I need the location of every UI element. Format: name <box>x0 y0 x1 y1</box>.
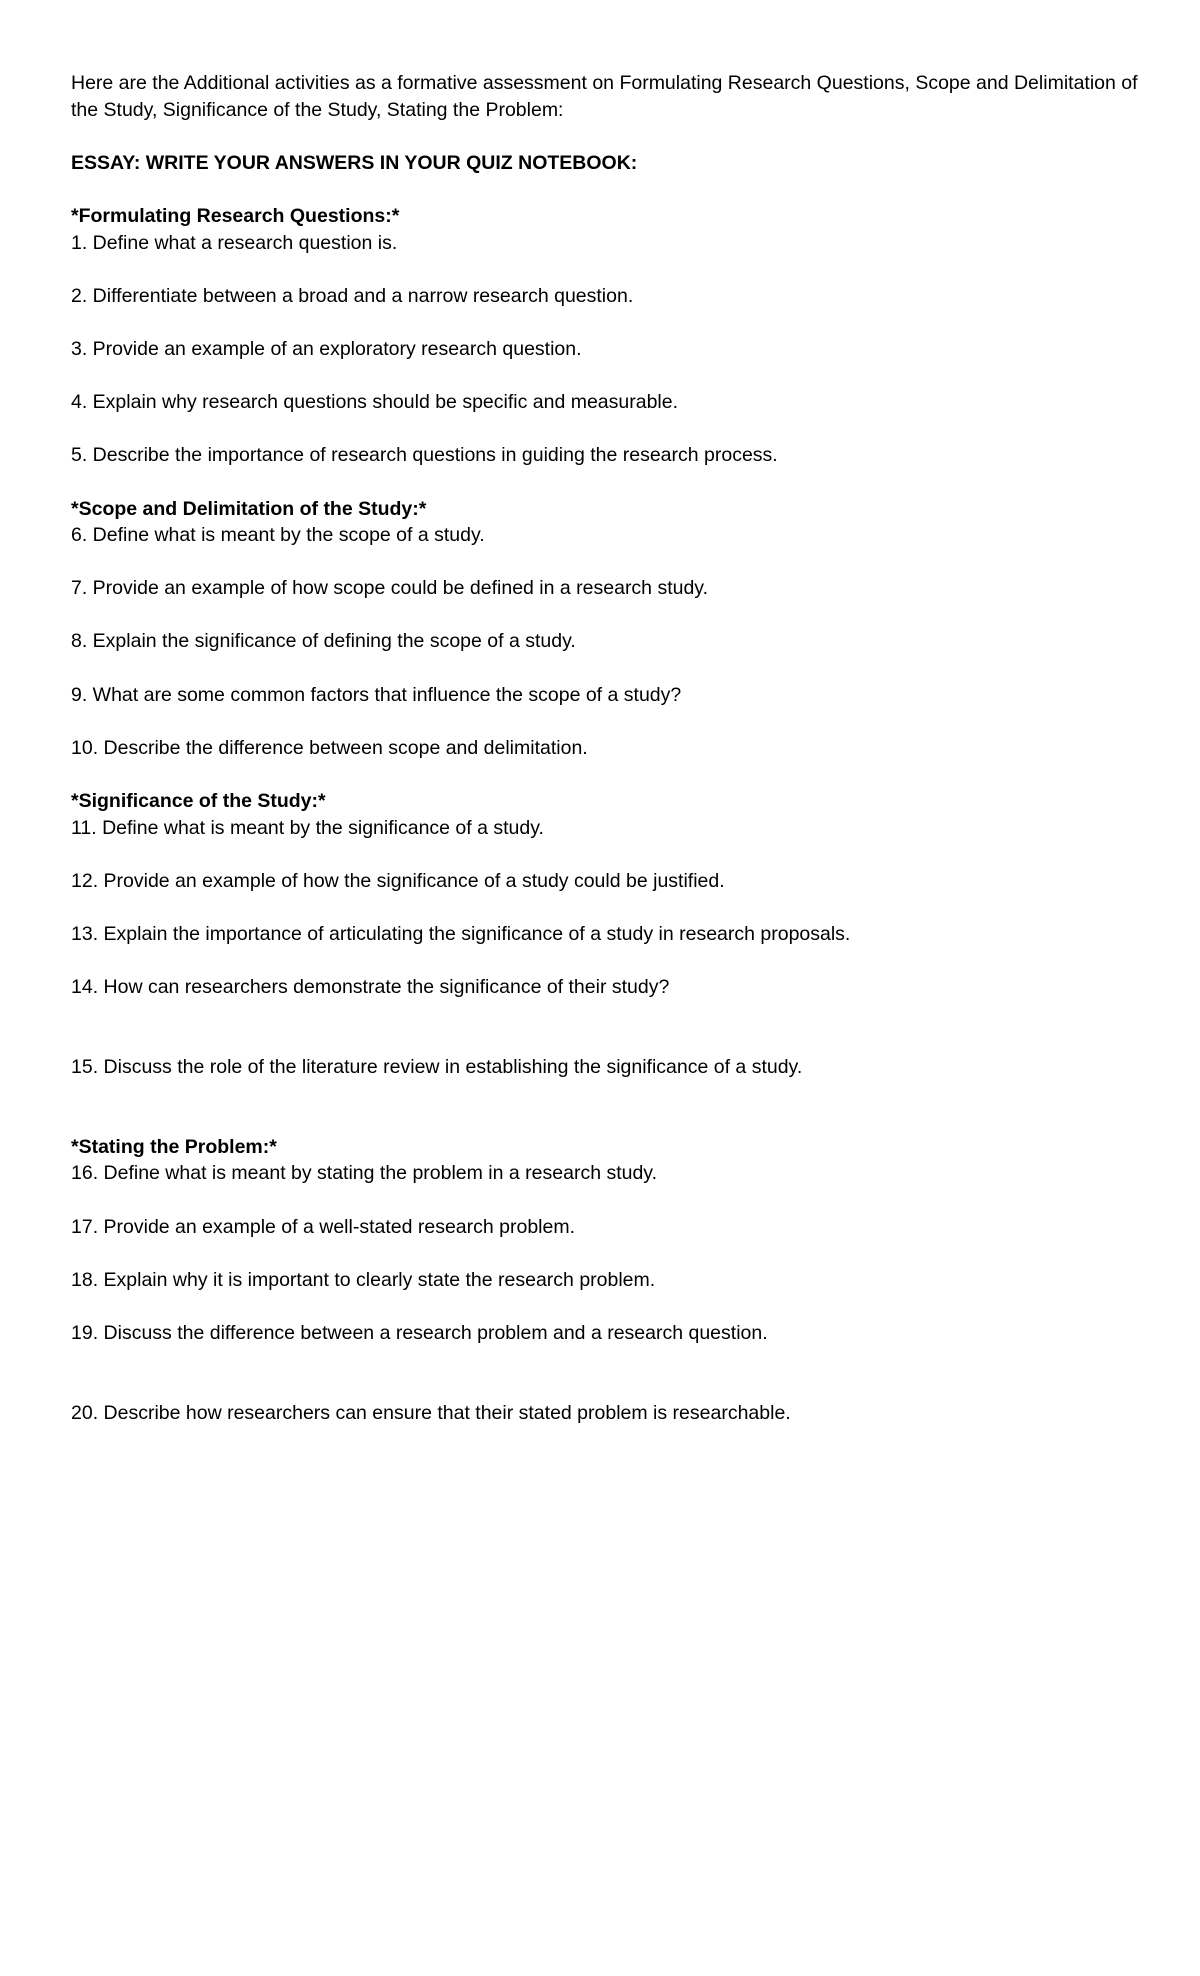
question-item: 18. Explain why it is important to clearly state the research problem. <box>71 1268 656 1291</box>
question-item: 6. Define what is meant by the scope of a study. <box>71 524 485 547</box>
question-item: 2. Differentiate between a broad and a narrow research question. <box>71 284 634 307</box>
question-item: 11. Define what is meant by the significance of a study. <box>71 816 544 839</box>
section-title: *Stating the Problem:* <box>71 1135 277 1158</box>
section-scope-and-delimitation <box>71 496 1141 762</box>
question-item: 19. Discuss the difference between a research problem and a research question. <box>71 1321 768 1344</box>
intro-paragraph: Here are the Additional activities as a formative assessment on Formulating Research Questions, Scope and Delimitation of the Study, Significance of the Study, Stating the Problem: <box>71 72 1138 121</box>
question-item: 15. Discuss the role of the literature review in establishing the significance of a study. <box>71 1055 803 1078</box>
question-item: 7. Provide an example of how scope could be defined in a research study. <box>71 577 709 600</box>
question-item: 13. Explain the importance of articulating the significance of a study in research proposals. <box>71 923 851 945</box>
section-significance-of-the-study <box>71 788 1141 1081</box>
question-item: 20. Describe how researchers can ensure that their stated problem is researchable. <box>71 1401 791 1424</box>
question-item: 17. Provide an example of a well-stated research problem. <box>71 1215 576 1238</box>
question-item: 14. How can researchers demonstrate the significance of their study? <box>71 976 670 999</box>
question-item: 1. Define what a research question is. <box>71 231 398 254</box>
document-page <box>71 70 1141 1453</box>
section-title: *Significance of the Study:* <box>71 790 326 813</box>
question-item: 5. Describe the importance of research questions in guiding the research process. <box>71 444 778 467</box>
question-item: 3. Provide an example of an exploratory research question. <box>71 337 582 360</box>
question-item: 16. Define what is meant by stating the problem in a research study. <box>71 1162 658 1185</box>
question-item: 9. What are some common factors that influence the scope of a study? <box>71 683 682 706</box>
section-formulating-research-questions <box>71 203 1141 469</box>
question-item: 8. Explain the significance of defining the scope of a study. <box>71 630 576 653</box>
question-item: 12. Provide an example of how the significance of a study could be justified. <box>71 869 725 892</box>
essay-instruction-heading: ESSAY: WRITE YOUR ANSWERS IN YOUR QUIZ NOTEBOOK: <box>71 151 638 174</box>
question-item: 4. Explain why research questions should be specific and measurable. <box>71 391 679 414</box>
section-stating-the-problem <box>71 1134 1141 1427</box>
question-item: 10. Describe the difference between scope and delimitation. <box>71 736 588 759</box>
section-title: *Formulating Research Questions:* <box>71 204 400 227</box>
section-title: *Scope and Delimitation of the Study:* <box>71 497 427 520</box>
